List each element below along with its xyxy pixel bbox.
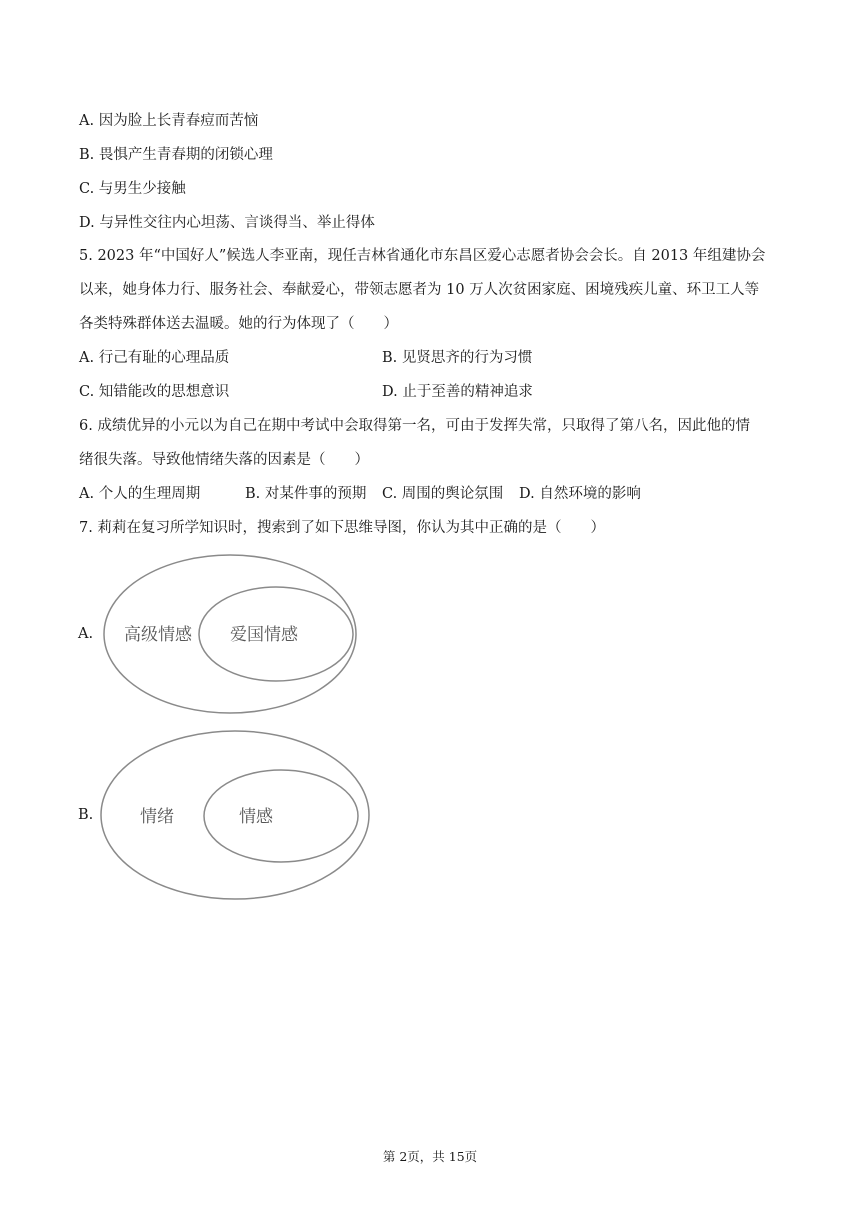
- diagram-b: [78, 728, 378, 902]
- q4-option-d: D. 与异性交往内心坦荡、言谈得当、举止得体: [79, 215, 375, 231]
- diagram-a-inner-text: 爱国情感: [230, 625, 298, 645]
- diagram-b-outer-text: 情绪: [140, 807, 174, 827]
- q5-option-c: C. 知错能改的思想意识: [79, 384, 230, 400]
- diagram-a-outer-text: 高级情感: [124, 625, 192, 645]
- q5-stem-line-1: 5. 2023 年“中国好人”候选人李亚南，现任吉林省通化市东昌区爱心志愿者协会会长。自 2013 年组建协会: [79, 248, 766, 264]
- page-footer: 第 2页，共 15页: [382, 1149, 478, 1164]
- diagram-a: [78, 552, 368, 716]
- q4-option-b: B. 畏惧产生青春期的闭锁心理: [79, 147, 273, 163]
- q4-option-c: C. 与男生少接触: [79, 181, 186, 197]
- q6-option-b: B. 对某件事的预期: [245, 486, 367, 502]
- q5-option-b: B. 见贤思齐的行为习惯: [382, 350, 533, 366]
- q5-option-a: A. 行己有耻的心理品质: [79, 350, 230, 366]
- diagram-a-label: A.: [78, 626, 94, 642]
- diagram-b-inner-ellipse: [204, 770, 358, 862]
- q6-option-d: D. 自然环境的影响: [519, 486, 641, 502]
- q5-option-d: D. 止于至善的精神追求: [382, 384, 533, 400]
- diagram-a-svg: [78, 552, 368, 716]
- q6-stem-line-1: 6. 成绩优异的小元以为自己在期中考试中会取得第一名，可由于发挥失常，只取得了第八名，因此他的情: [79, 418, 750, 434]
- q5-stem-line-3: 各类特殊群体送去温暖。她的行为体现了（ ）: [79, 316, 398, 332]
- q6-option-a: A. 个人的生理周期: [79, 486, 201, 502]
- q5-stem-line-2: 以来，她身体力行、服务社会、奉献爱心，带领志愿者为 10 万人次贫困家庭、困境残疾儿童、环卫工人等: [79, 282, 760, 298]
- q6-stem-line-2: 绪很失落。导致他情绪失落的因素是（ ）: [79, 452, 369, 468]
- q6-option-c: C. 周围的舆论氛围: [382, 486, 504, 502]
- diagram-b-svg: [78, 728, 378, 902]
- q7-stem: 7. 莉莉在复习所学知识时，搜索到了如下思维导图，你认为其中正确的是（ ）: [79, 520, 605, 536]
- q4-option-a: A. 因为脸上长青春痘而苦恼: [79, 113, 259, 129]
- diagram-b-label: B.: [78, 807, 94, 823]
- diagram-b-inner-text: 情感: [239, 807, 273, 827]
